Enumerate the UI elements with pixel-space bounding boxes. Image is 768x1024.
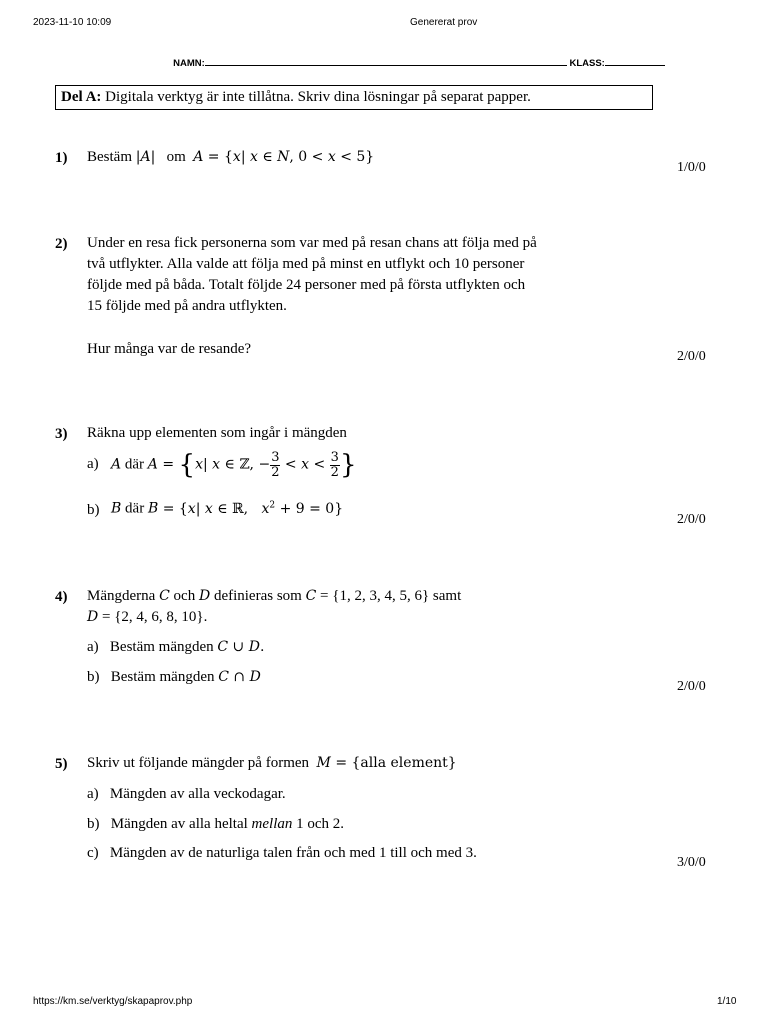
class-field xyxy=(605,56,665,66)
q4a: a) Bestäm mängden C ∪ D. xyxy=(87,639,265,655)
q2-line: 15 följde med på andra utflykten. xyxy=(87,298,287,314)
q2-line: Under en resa fick personerna som var med på resan chans att följa med på xyxy=(87,235,537,251)
q5c-text: Mängden av de naturliga talen från och med 1 till och med 3. xyxy=(109,845,477,861)
q4-mangderna: Mängderna xyxy=(87,588,156,604)
q5c-label: c) xyxy=(87,845,99,861)
q4a-label: a) xyxy=(87,639,99,655)
q5b-italic: mellan xyxy=(251,816,293,832)
name-label: NAMN: xyxy=(173,58,205,69)
q4a-text: Bestäm mängden xyxy=(109,639,214,655)
name-class-line xyxy=(0,56,768,69)
question-4-text: Mängderna C och D definieras som C = {1, 2, 3, 4, 5, 6} samt D = {2, 4, 6, 8, 10}. xyxy=(87,588,462,625)
points-badge: 2/0/0 xyxy=(677,679,706,694)
q4b: b) Bestäm mängden C ∩ D xyxy=(87,669,261,685)
q2-line: följde med på båda. Totalt följde 24 personer med på första utflykten och xyxy=(87,277,526,293)
instructions-part: Del A: xyxy=(61,89,102,105)
class-label: KLASS: xyxy=(569,58,605,69)
q4-definieras: definieras som xyxy=(213,588,302,604)
q5-alla: alla element xyxy=(360,755,448,771)
q4-samt: samt xyxy=(432,588,462,604)
q3a-expression: A där A = {x| x ∈ ℤ, − $\frac{3}{2}$ < x < $\frac{3}{2}$ } xyxy=(111,449,357,480)
q5a xyxy=(87,786,286,803)
instructions-box xyxy=(55,85,653,110)
question-number: 5) xyxy=(55,756,68,772)
q5-lead-text: Skriv ut följande mängder på formen xyxy=(87,755,310,771)
q4-d-set: {2, 4, 6, 8, 10} xyxy=(114,609,204,625)
q1-mid: om xyxy=(166,149,186,165)
q1-lead: Bestäm xyxy=(87,149,132,165)
instructions-text: Digitala verktyg är inte tillåtna. Skriv dina lösningar på separat papper. xyxy=(101,89,531,105)
q5-lead: Skriv ut följande mängder på formen M = {alla element} xyxy=(87,755,457,771)
question-1-text: Bestäm |A| om A = {x| x ∈ N, 0 < x < 5} xyxy=(87,149,375,165)
points-badge: 2/0/0 xyxy=(677,349,706,364)
question-2-text xyxy=(87,233,537,317)
q4-c-set: {1, 2, 3, 4, 5, 6} xyxy=(332,588,430,604)
footer-url: https://km.se/verktyg/skapaprov.php xyxy=(33,996,193,1007)
points-badge: 2/0/0 xyxy=(677,512,706,527)
page-title: Genererat prov xyxy=(410,17,478,28)
q4b-label: b) xyxy=(87,669,100,685)
question-number: 1) xyxy=(55,150,68,166)
print-datetime: 2023-11-10 10:09 xyxy=(33,17,112,28)
q2-line: två utflykter. Alla valde att följa med på minst en utflykt och 10 personer xyxy=(87,256,525,272)
q2-question: Hur många var de resande? xyxy=(87,341,252,357)
points-badge: 3/0/0 xyxy=(677,855,706,870)
q5b-label: b) xyxy=(87,816,100,832)
q3a-label: a) xyxy=(87,456,99,472)
name-field xyxy=(205,56,567,66)
q3b-label: b) xyxy=(87,502,100,518)
q5b-text2: 1 och 2. xyxy=(296,816,345,832)
question-number: 4) xyxy=(55,589,68,605)
q5a-label: a) xyxy=(87,786,99,802)
q1-set-expression: A = {x| x ∈ N, 0 < x < 5} xyxy=(193,149,375,165)
q3b-expression: B där B = {x| x ∈ ℝ, $x^2 + 9 = 0$} xyxy=(111,500,344,517)
points-badge: 1/0/0 xyxy=(677,160,706,175)
question-number: 2) xyxy=(55,236,68,252)
q3b-dar: där xyxy=(125,500,145,517)
q5a-text: Mängden av alla veckodagar. xyxy=(109,786,286,802)
q4b-text: Bestäm mängden xyxy=(110,669,215,685)
q3a-dar: där xyxy=(124,456,145,473)
q3-lead: Räkna upp elementen som ingår i mängden xyxy=(87,425,347,441)
q5c xyxy=(87,845,477,862)
q5b-text1: Mängden av alla heltal xyxy=(110,816,248,832)
q4-och: och xyxy=(173,588,196,604)
question-number: 3) xyxy=(55,426,68,442)
q5b xyxy=(87,816,344,833)
page-number: 1/10 xyxy=(717,996,737,1007)
